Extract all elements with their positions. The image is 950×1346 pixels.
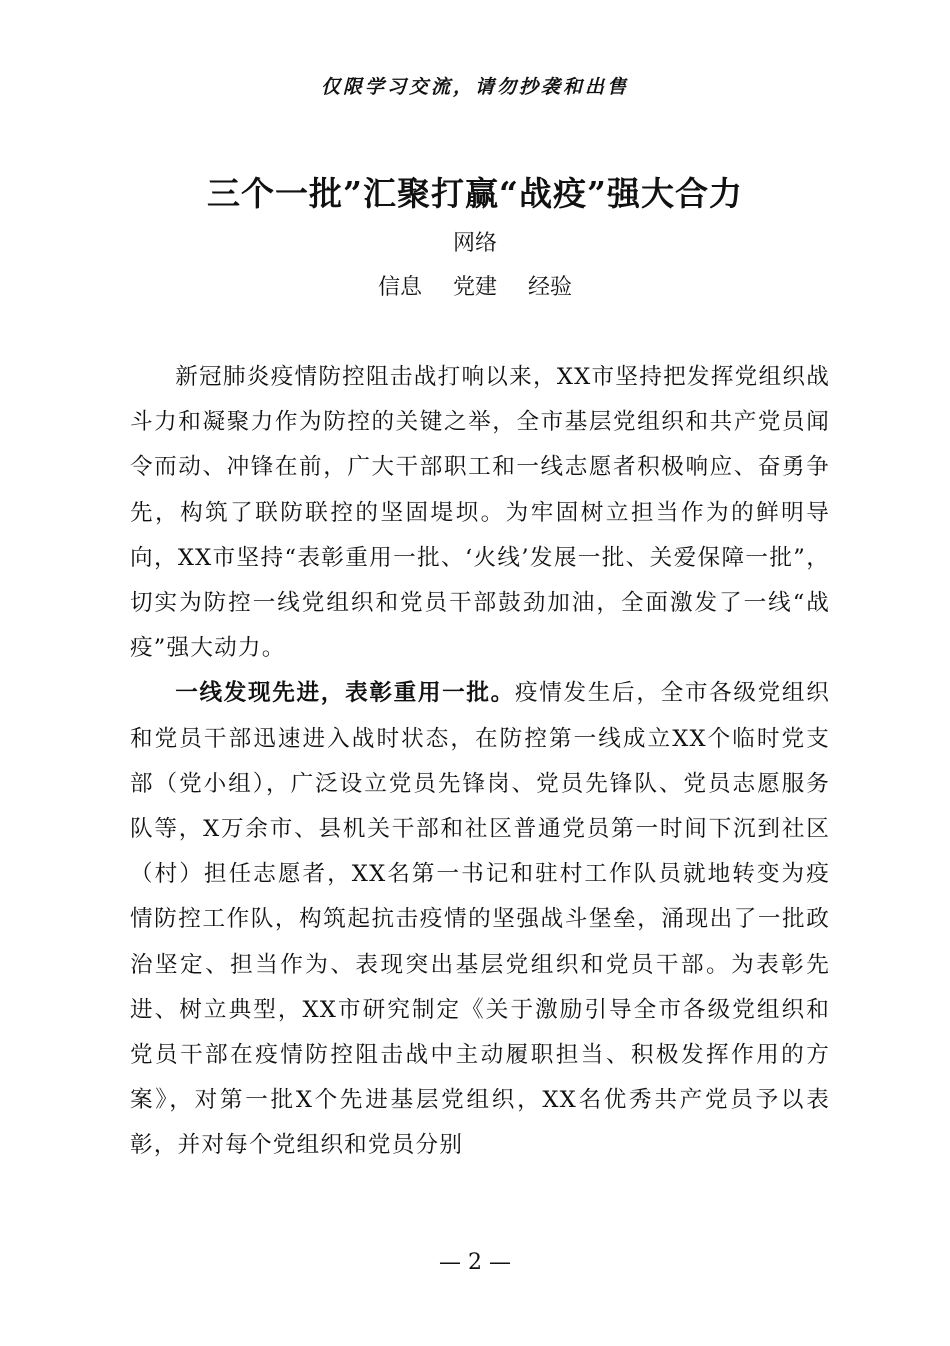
paragraph-text: 新冠肺炎疫情防控阻击战打响以来，XX市坚持把发挥党组织战斗力和凝聚力作为防控的关键之举，全市基层党组织和共产党员闻令而动、冲锋在前，广大干部职工和一线志愿者积极响应、奋勇争先，构筑了联防联控的坚固堤坝。为牢固树立担当作为的鲜明导向，XX市坚持“表彰重用一批、‘火线’发展一批、关爱保障一批”，切实为防控一线党组织和党员干部鼓劲加油，全面激发了一线“战疫”强大动力。 xyxy=(130,364,830,662)
page-number: — 2 — xyxy=(439,1250,511,1275)
paragraph xyxy=(130,355,830,671)
paragraph-text: 疫情发生后，全市各级党组织和党员干部迅速进入战时状态，在防控第一线成立XX个临时党支部（党小组），广泛设立党员先锋岗、党员先锋队、党员志愿服务队等，X万余市、县机关干部和社区普通党员第一时间下沉到社区（村）担任志愿者，XX名第一书记和驻村工作队员就地转变为疫情防控工作队，构筑起抗击疫情的坚强战斗堡垒，涌现出了一批政治坚定、担当作为、表现突出基层党组织和党员干部。为表彰先进、树立典型，XX市研究制定《关于激励引导全市各级党组织和党员干部在疫情防控阻击战中主动履职担当、积极发挥作用的方案》，对第一批X个先进基层党组织，XX名优秀共产党员予以表彰，并对每个党组织和党员分别 xyxy=(130,680,830,1159)
tag-item: 经验 xyxy=(528,275,573,300)
header-notice: 仅限学习交流，请勿抄袭和出售 xyxy=(320,76,629,98)
tag-item: 党建 xyxy=(452,275,497,300)
paragraph-lead: 一线发现先进，表彰重用一批。 xyxy=(175,680,515,707)
article-body xyxy=(130,355,830,1169)
article-tags xyxy=(0,270,950,301)
article-source: 网络 xyxy=(452,231,497,256)
paragraph xyxy=(130,671,830,1168)
article-title: 三个一批”汇聚打赢“战疫”强大合力 xyxy=(207,174,743,213)
tag-item: 信息 xyxy=(377,275,422,300)
